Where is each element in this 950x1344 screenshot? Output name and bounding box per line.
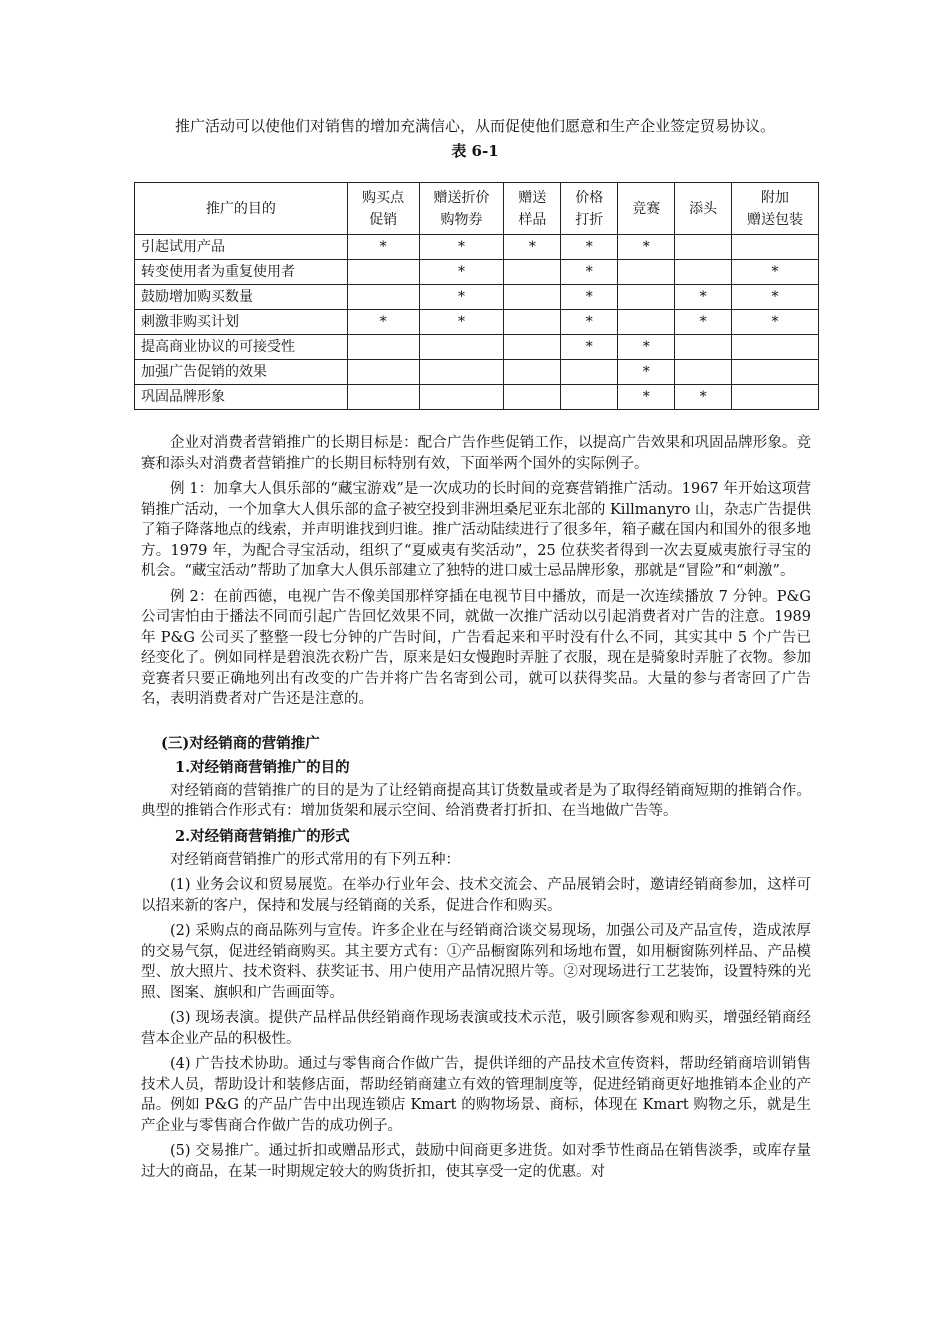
paragraph-form-1: (1) 业务会议和贸易展览。在举办行业年会、技术交流会、产品展销会时，邀请经销商参加，这样可以招来新的客户，保持和发展与经销商的关系，促进合作和购买。 [141,877,811,914]
header-price-discount: 价格 打折 [561,183,618,235]
table-cell-mark [419,360,504,385]
table-cell-mark [347,260,419,285]
table-cell-mark [419,335,504,360]
table-cell-mark: * [561,260,618,285]
table-row [135,235,819,260]
subsection-title-purpose: 1.对经销商营销推广的目的 [175,758,350,776]
paragraph-long-term-goal: 企业对消费者营销推广的长期目标是：配合广告作些促销工作，以提高广告效果和巩固品牌形象。竞赛和添头对消费者营销推广的长期目标特别有效，下面举两个国外的实际例子。 [141,435,811,472]
table-cell-mark: * [618,385,675,410]
table-row [135,335,819,360]
promotion-purpose-table [134,182,819,410]
table-cell-mark [561,385,618,410]
table-cell-mark: * [732,310,819,335]
table-cell-mark [504,260,561,285]
table-cell-mark: * [419,285,504,310]
paragraph-example-2: 例 2：在前西德，电视广告不像美国那样穿插在电视节目中播放，而是一次连续播放 7 分钟。P&G 公司害怕由于播法不同而引起广告回忆效果不同，就做一次推广活动以引起消费者对广告的注意。1989 年 P&G 公司买了整整一段七分钟的广告时间，广告看起来和平时没有什么不同，其实其中 5 个广告已经变化了。例如同样是碧浪洗衣粉广告，原来是妇女慢跑时弄脏了衣服，现在是骑象时弄脏了衣物。参加竞赛者只要正确地列出有改变的广告并将广告名寄到公司，就可以获得奖品。大量的参与者寄回了广告名，表明消费者对广告还是注意的。 [141,588,811,707]
table-cell-purpose: 鼓励增加购买数量 [135,285,348,310]
header-bonus-pack: 附加 赠送包装 [732,183,819,235]
table-cell-mark: * [561,310,618,335]
table-cell-mark [618,260,675,285]
table-cell-purpose: 提高商业协议的可接受性 [135,335,348,360]
table-cell-mark [419,385,504,410]
paragraph-form-2: (2) 采购点的商品陈列与宣传。许多企业在与经销商洽谈交易现场，加强公司及产品宣传，造成浓厚的交易气氛，促进经销商购买。其主要方式有：①产品橱窗陈列和场地布置，如用橱窗陈列样品、产品模型、放大照片、技术资料、获奖证书、用户使用产品情况照片等。②对现场进行工艺装饰，设置特殊的光照、图案、旗帜和广告画面等。 [141,923,811,1001]
table-cell-purpose: 加强广告促销的效果 [135,360,348,385]
table-cell-mark [732,385,819,410]
table-cell-mark: * [561,235,618,260]
header-purpose: 推广的目的 [135,183,348,235]
table-cell-mark [504,310,561,335]
header-contest: 竞赛 [618,183,675,235]
table-caption: 表 6-1 [451,142,499,160]
table-cell-mark [504,285,561,310]
table-cell-mark [732,360,819,385]
table-cell-mark: * [419,310,504,335]
subsection-title-forms: 2.对经销商营销推广的形式 [175,827,350,845]
table-row [135,310,819,335]
table-body [135,235,819,410]
header-free-sample: 赠送 样品 [504,183,561,235]
table-cell-mark: * [675,385,732,410]
table-cell-mark: * [618,360,675,385]
table-cell-mark [675,260,732,285]
table-cell-mark [504,385,561,410]
table-row [135,385,819,410]
table-cell-mark: * [419,235,504,260]
table-header-row [135,183,819,235]
table-cell-mark [504,360,561,385]
table-cell-mark [675,360,732,385]
paragraph-form-4: (4) 广告技术协助。通过与零售商合作做广告，提供详细的产品技术宣传资料，帮助经销商培训销售技术人员，帮助设计和装修店面，帮助经销商建立有效的管理制度等，促进经销商更好地推销本企业的产品。例如 P&G 的产品广告中出现连锁店 Kmart 的购物场景、商标，体现在 Kmart 购物之乐，就是生产企业与零售商合作做广告的成功例子。 [141,1056,811,1134]
table-cell-mark [504,335,561,360]
table-cell-mark [347,335,419,360]
intro-line: 推广活动可以使他们对销售的增加充满信心，从而促使他们愿意和生产企业签定贸易协议。 [174,117,775,135]
body-text [141,433,811,1187]
header-coupon: 赠送折价 购物券 [419,183,504,235]
table-cell-purpose: 巩固品牌形象 [135,385,348,410]
paragraph-form-5: (5) 交易推广。通过折扣或赠品形式，鼓励中间商更多进货。如对季节性商品在销售淡季，或库存量过大的商品，在某一时期规定较大的购货折扣，使其享受一定的优惠。对 [141,1143,811,1180]
table-cell-mark [675,335,732,360]
table-cell-mark [618,285,675,310]
table-cell-mark: * [732,260,819,285]
table-cell-purpose: 转变使用者为重复使用者 [135,260,348,285]
table-cell-purpose: 刺激非购买计划 [135,310,348,335]
table-cell-mark: * [618,235,675,260]
table-cell-purpose: 引起试用产品 [135,235,348,260]
table-row [135,285,819,310]
table-cell-mark: * [732,285,819,310]
table-cell-mark: * [419,260,504,285]
table-cell-mark [732,235,819,260]
table-cell-mark: * [347,235,419,260]
table-cell-mark: * [675,310,732,335]
table-cell-mark [675,235,732,260]
table-cell-mark: * [561,335,618,360]
table-row [135,260,819,285]
table-row [135,360,819,385]
paragraph-dealer-purpose: 对经销商的营销推广的目的是为了让经销商提高其订货数量或者是为了取得经销商短期的推销合作。典型的推销合作形式有：增加货架和展示空间、给消费者打折扣、在当地做广告等。 [141,782,811,819]
header-premium: 添头 [675,183,732,235]
table-cell-mark: * [347,310,419,335]
table-cell-mark [732,335,819,360]
table-cell-mark [347,285,419,310]
header-pos-promotion: 购买点 促销 [347,183,419,235]
paragraph-forms-intro: 对经销商营销推广的形式常用的有下列五种： [170,851,460,868]
table-cell-mark [347,360,419,385]
section-title-dealer-promotion: (三)对经销商的营销推广 [161,734,320,752]
table-cell-mark: * [504,235,561,260]
table-cell-mark [561,360,618,385]
table-cell-mark [618,310,675,335]
paragraph-form-3: (3) 现场表演。提供产品样品供经销商作现场表演或技术示范，吸引顾客参观和购买，增强经销商经营本企业产品的积极性。 [141,1010,811,1047]
table-cell-mark: * [675,285,732,310]
table-cell-mark [347,385,419,410]
table-cell-mark: * [618,335,675,360]
table-cell-mark: * [561,285,618,310]
paragraph-example-1: 例 1：加拿大人俱乐部的“藏宝游戏”是一次成功的长时间的竞赛营销推广活动。1967 年开始这项营销推广活动，一个加拿大人俱乐部的盒子被空投到非洲坦桑尼亚东北部的 Killmanyro 山，杂志广告提供了箱子降落地点的线索，并声明谁找到归谁。推广活动陆续进行了很多年，箱子藏在国内和国外的很多地方。1979 年，为配合寻宝活动，组织了“夏威夷有奖活动”，25 位获奖者得到一次去夏威夷旅行寻宝的机会。“藏宝活动”帮助了加拿大人俱乐部建立了独特的进口威士忌品牌形象，那就是“冒险”和“刺激”。 [141,481,811,579]
